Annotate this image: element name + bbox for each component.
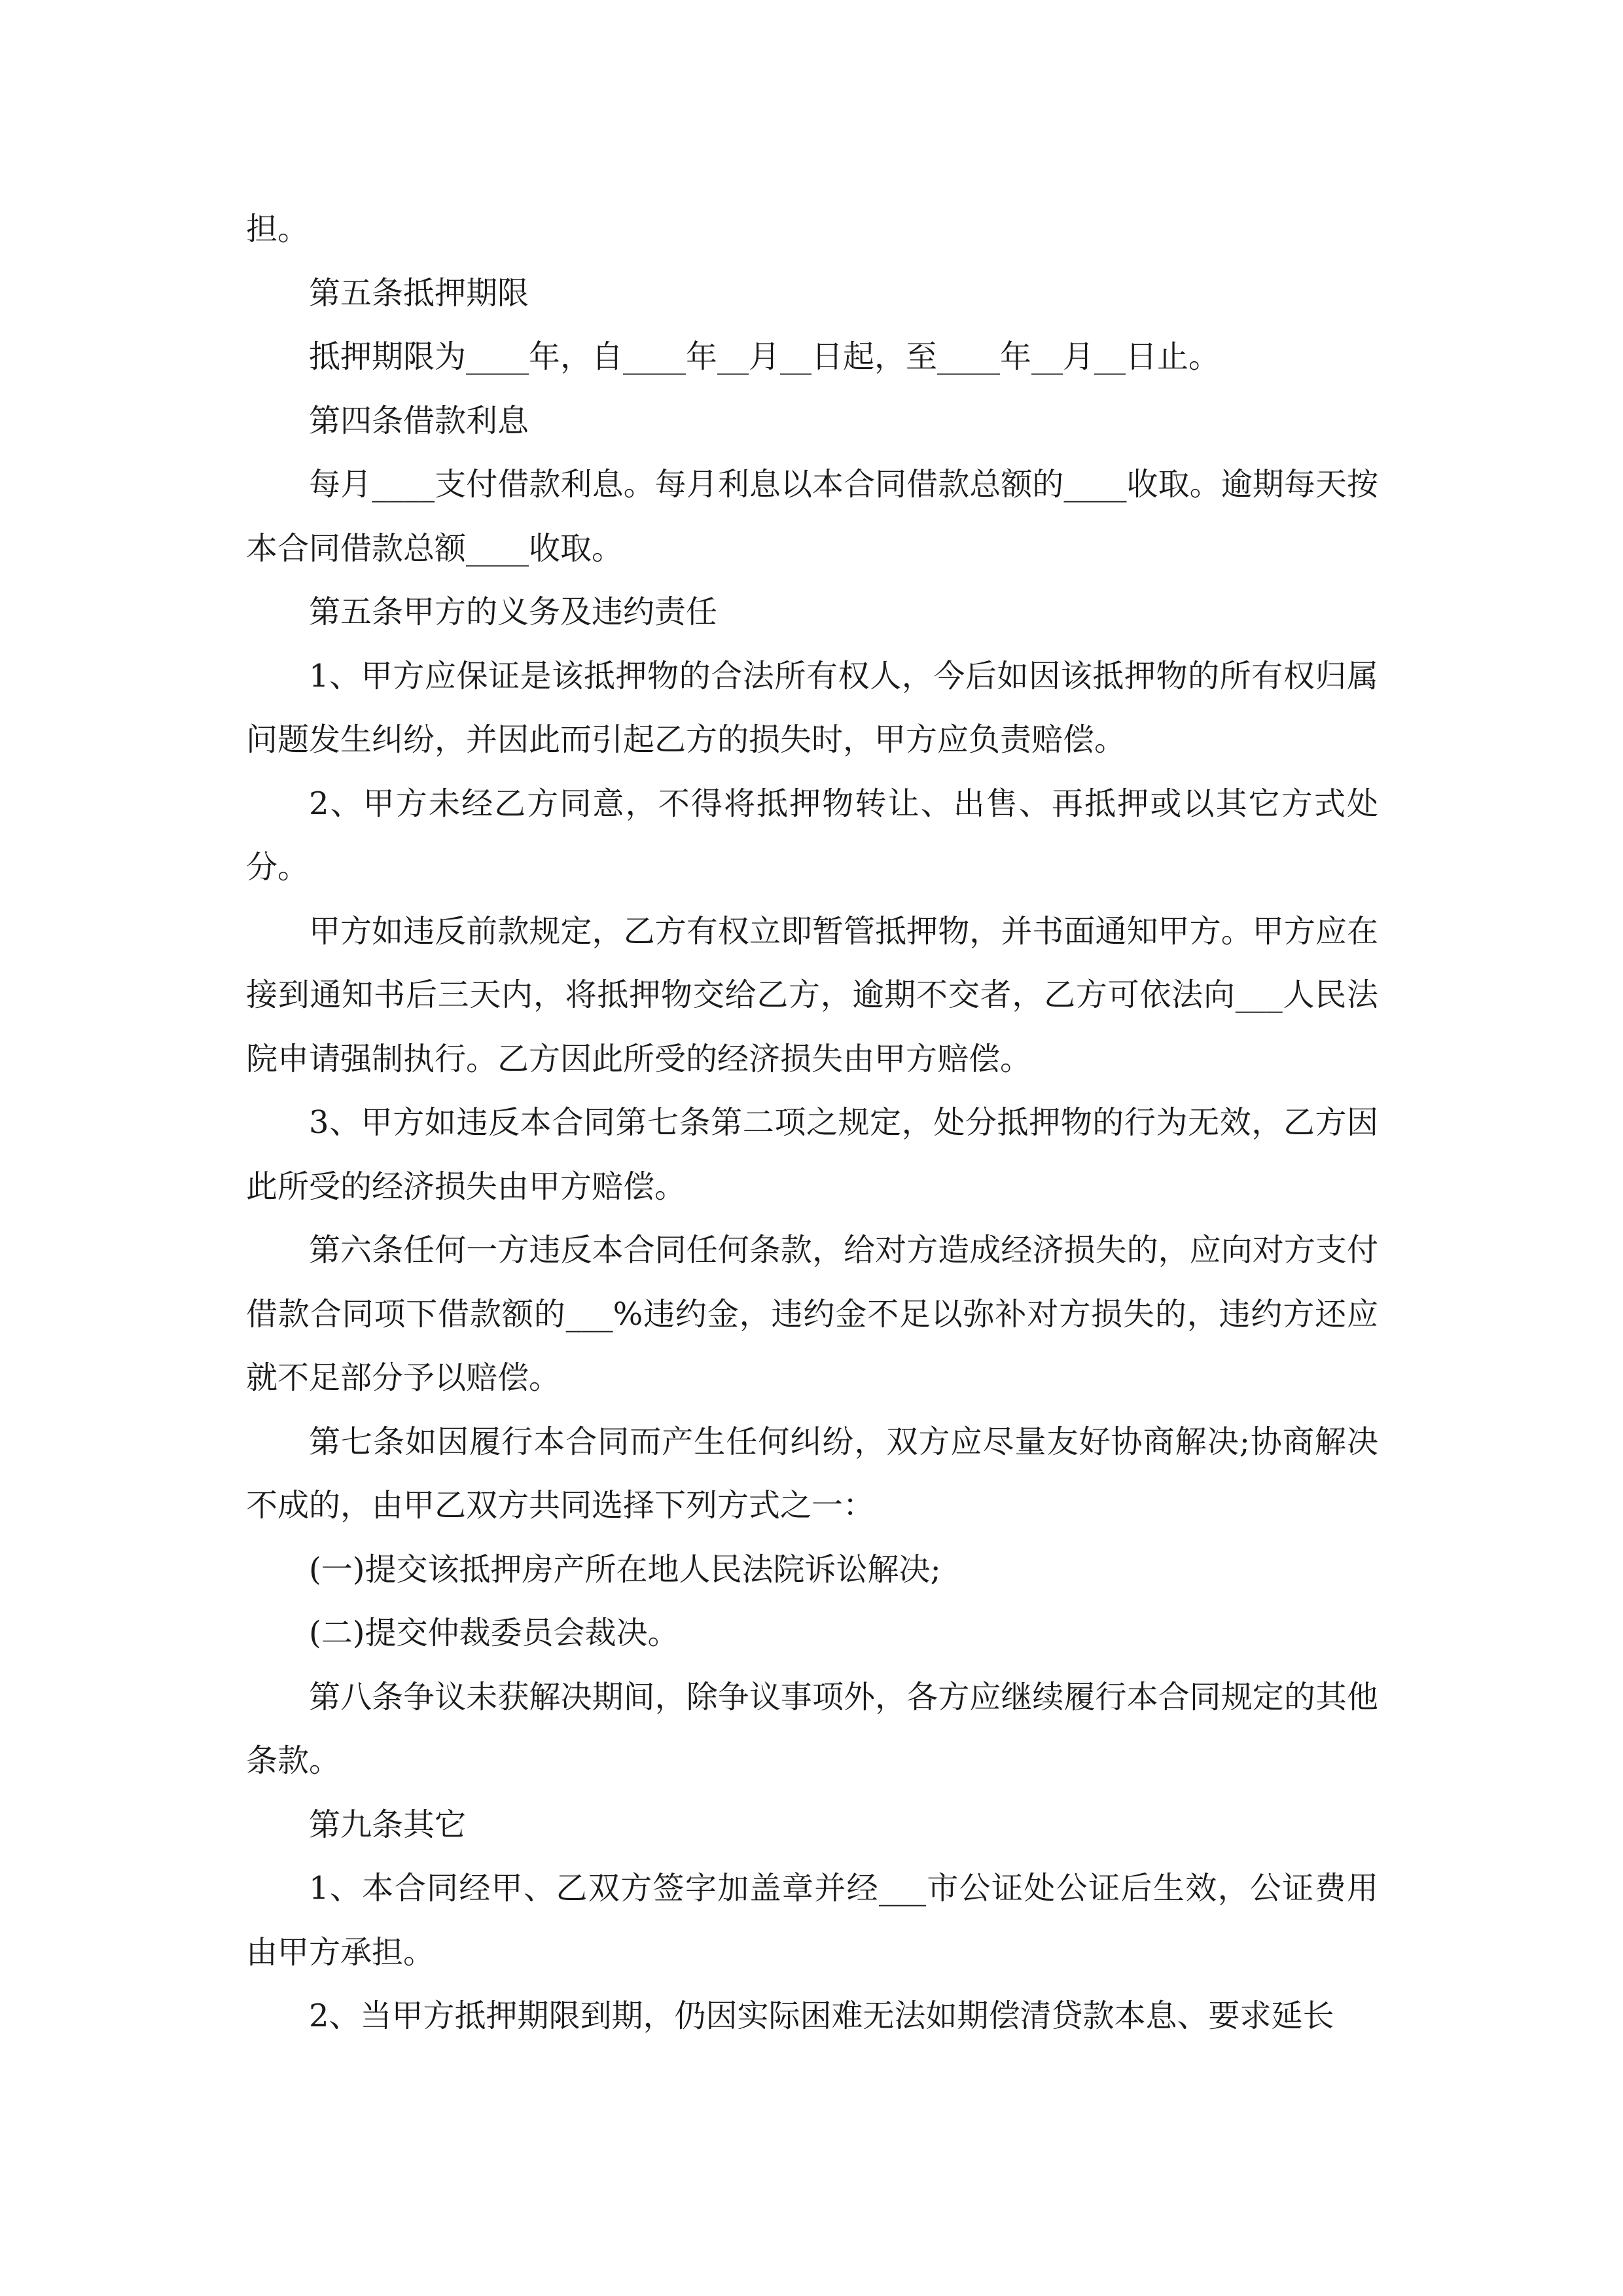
article-7-dispute: 第七条如因履行本合同而产生任何纠纷，双方应尽量友好协商解决;协商解决不成的，由甲乙双方共同选择下列方式之一： (246, 1423, 1378, 1524)
clause-2-extension: 2、当甲方抵押期限到期，仍因实际困难无法如期偿清贷款本息、要求延长 (309, 1998, 1334, 2034)
article-heading-loan-interest: 第四条借款利息 (309, 402, 529, 439)
paragraph-mortgage-term: 抵押期限为____年，自____年__月__日起，至____年__月__日止。 (309, 338, 1221, 375)
paragraph-breach-custody: 甲方如违反前款规定，乙方有权立即暂管抵押物，并书面通知甲方。甲方应在接到通知书后三天内，将抵押物交给乙方，逾期不交者，乙方可依法向___人民法院申请强制执行。乙方因此所受的经济损失由甲方赔偿。 (246, 912, 1378, 1077)
clause-1-ownership: 1、甲方应保证是该抵押物的合法所有权人，今后如因该抵押物的所有权归属问题发生纠纷，并因此而引起乙方的损失时，甲方应负责赔偿。 (246, 657, 1378, 758)
article-heading-party-a-obligations: 第五条甲方的义务及违约责任 (309, 594, 718, 630)
paragraph-continuation: 担。 (246, 211, 310, 247)
article-heading-other: 第九条其它 (309, 1806, 467, 1843)
clause-1-notarization: 1、本合同经甲、乙双方签字加盖章并经___市公证处公证后生效，公证费用由甲方承担。 (246, 1870, 1378, 1971)
clause-2-no-transfer: 2、甲方未经乙方同意，不得将抵押物转让、出售、再抵押或以其它方式处分。 (246, 785, 1378, 886)
dispute-option-arbitration: (二)提交仲裁委员会裁决。 (309, 1615, 679, 1651)
article-6-penalty: 第六条任何一方违反本合同任何条款，给对方造成经济损失的，应向对方支付借款合同项下借款额的___%违约金，违约金不足以弥补对方损失的，违约方还应就不足部分予以赔偿。 (246, 1232, 1378, 1396)
article-8-continuation: 第八条争议未获解决期间，除争议事项外，各方应继续履行本合同规定的其他条款。 (246, 1678, 1378, 1779)
paragraph-loan-interest: 每月____支付借款利息。每月利息以本合同借款总额的____收取。逾期每天按本合同借款总额____收取。 (246, 466, 1378, 567)
clause-3-invalid-disposal: 3、甲方如违反本合同第七条第二项之规定，处分抵押物的行为无效，乙方因此所受的经济损失由甲方赔偿。 (246, 1104, 1378, 1205)
dispute-option-litigation: (一)提交该抵押房产所在地人民法院诉讼解决; (309, 1551, 941, 1588)
document-body (246, 198, 1378, 2049)
article-heading-mortgage-term: 第五条抵押期限 (309, 274, 529, 312)
